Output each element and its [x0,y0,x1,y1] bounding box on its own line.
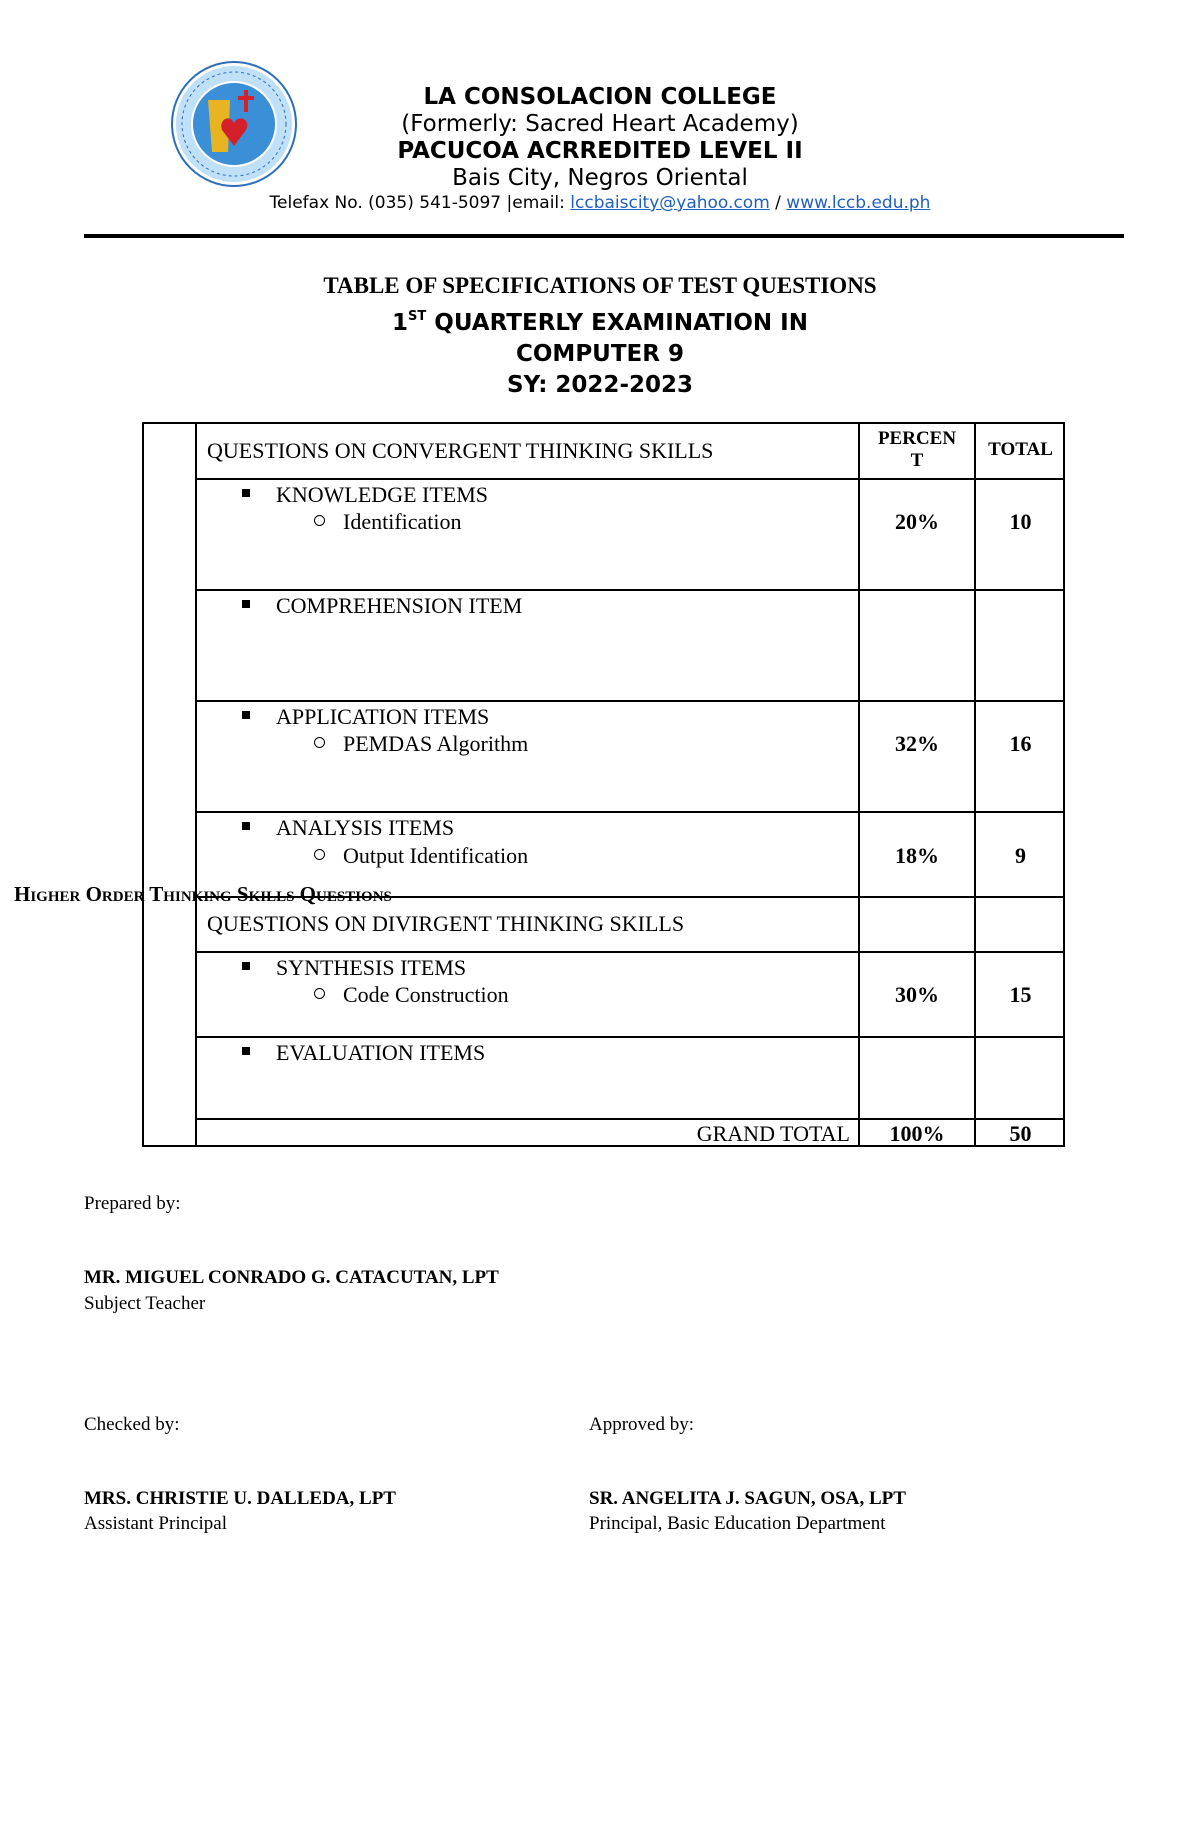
total-header: TOTAL [988,439,1053,460]
title-line-2: 1ST QUARTERLY EXAMINATION IN [392,309,808,336]
table-hline [197,1036,1063,1038]
telefax: Telefax No. (035) 541-5097 |email: [269,193,571,213]
asst-principal-name: MRS. CHRISTIE U. DALLEDA, LPT [84,1488,396,1509]
convergent-header: QUESTIONS ON CONVERGENT THINKING SKILLS [207,438,714,463]
table-row-sub: PEMDAS Algorithm [314,731,528,757]
table-row-sub: Identification [314,509,462,535]
synthesis-total: 15 [1009,982,1032,1007]
checked-by-label: Checked by: [84,1414,180,1435]
application-total: 16 [1009,731,1032,756]
table-hline [197,589,1063,591]
asst-principal-title: Assistant Principal [84,1513,228,1534]
specifications-table [142,422,1065,1147]
percent-header: PERCEN T [877,428,957,471]
square-bullet-icon [242,822,250,830]
table-hline [197,951,1063,953]
former-name: (Formerly: Sacred Heart Academy) [401,111,799,137]
header-divider [84,234,1124,238]
table-row: APPLICATION ITEMS [242,704,489,730]
table-hline [197,700,1063,702]
website-link[interactable]: www.lccb.edu.ph [786,193,931,213]
table-hline [197,478,1063,480]
synthesis-percent: 30% [895,982,939,1007]
square-bullet-icon [242,1047,250,1055]
analysis-percent: 18% [895,843,939,868]
title-line-3: COMPUTER 9 [516,341,684,367]
table-row-sub: Code Construction [314,982,509,1008]
contact-separator: / [769,193,787,213]
grand-total-percent: 100% [889,1121,945,1146]
title-line-4: SY: 2022-2023 [507,372,693,398]
table-row: SYNTHESIS ITEMS [242,955,466,981]
teacher-title: Subject Teacher [84,1293,206,1314]
accreditation: PACUCOA ACRREDITED LEVEL II [397,138,803,164]
school-name: LA CONSOLACION COLLEGE [423,84,777,110]
table-row-sub: Output Identification [314,843,528,869]
principal-title: Principal, Basic Education Department [589,1513,886,1534]
principal-name: SR. ANGELITA J. SAGUN, OSA, LPT [589,1488,906,1509]
square-bullet-icon [242,962,250,970]
analysis-total: 9 [1015,843,1026,868]
table-hline [197,811,1063,813]
title-line-1: TABLE OF SPECIFICATIONS OF TEST QUESTIONS [323,273,877,298]
circle-bullet-icon [314,988,325,999]
email-link[interactable]: lccbaiscity@yahoo.com [570,193,770,213]
knowledge-total: 10 [1009,509,1032,534]
application-percent: 32% [895,731,939,756]
table-row: ANALYSIS ITEMS [242,815,454,841]
divergent-header: QUESTIONS ON DIVIRGENT THINKING SKILLS [207,911,685,936]
table-row: EVALUATION ITEMS [242,1040,485,1066]
prepared-by-label: Prepared by: [84,1193,181,1214]
letterhead [0,84,1200,214]
grand-total-total: 50 [1009,1121,1032,1146]
circle-bullet-icon [314,849,325,860]
document-title [0,270,1200,401]
contact-line [0,192,1200,214]
grand-total-label: GRAND TOTAL [696,1121,850,1146]
table-row: KNOWLEDGE ITEMS [242,482,488,508]
school-address: Bais City, Negros Oriental [452,165,748,191]
approved-by-label: Approved by: [589,1414,695,1435]
square-bullet-icon [242,489,250,497]
knowledge-percent: 20% [895,509,939,534]
table-row: COMPREHENSION ITEM [242,593,522,619]
square-bullet-icon [242,711,250,719]
table-hline [197,1118,1063,1120]
square-bullet-icon [242,600,250,608]
circle-bullet-icon [314,515,325,526]
teacher-name: MR. MIGUEL CONRADO G. CATACUTAN, LPT [84,1267,499,1288]
circle-bullet-icon [314,737,325,748]
side-label: Higher Order Thinking Skills Questions [14,882,392,906]
